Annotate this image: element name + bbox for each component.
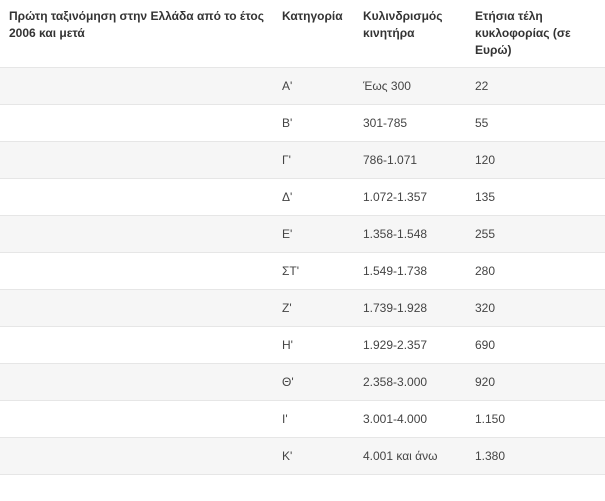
header-category: Κατηγορία — [282, 9, 343, 23]
table-row — [0, 326, 605, 363]
cell-first-registration — [0, 178, 273, 215]
cell-first-registration — [0, 104, 273, 141]
cell-engine-displacement: 786-1.071 — [354, 141, 466, 178]
cell-engine-displacement: 1.358-1.548 — [354, 215, 466, 252]
table-header — [0, 0, 605, 67]
cell-annual-fee: 120 — [466, 141, 605, 178]
cell-category: Δ' — [273, 178, 354, 215]
cell-annual-fee: 1.150 — [466, 400, 605, 437]
cell-category: Α' — [273, 67, 354, 104]
cell-first-registration — [0, 252, 273, 289]
table-row — [0, 178, 605, 215]
cell-engine-displacement: 1.929-2.357 — [354, 326, 466, 363]
cell-engine-displacement: 1.072-1.357 — [354, 178, 466, 215]
cell-category: Ε' — [273, 215, 354, 252]
cell-engine-displacement: Έως 300 — [354, 67, 466, 104]
cell-annual-fee: 22 — [466, 67, 605, 104]
cell-category: Ι' — [273, 400, 354, 437]
cell-annual-fee: 255 — [466, 215, 605, 252]
table-row — [0, 252, 605, 289]
cell-engine-displacement: 1.739-1.928 — [354, 289, 466, 326]
cell-engine-displacement: 301-785 — [354, 104, 466, 141]
cell-first-registration — [0, 141, 273, 178]
cell-first-registration — [0, 67, 273, 104]
table-row — [0, 289, 605, 326]
table-row — [0, 104, 605, 141]
table-row — [0, 363, 605, 400]
cell-first-registration — [0, 400, 273, 437]
cell-engine-displacement: 3.001-4.000 — [354, 400, 466, 437]
cell-first-registration — [0, 363, 273, 400]
table-row — [0, 67, 605, 104]
table-row — [0, 141, 605, 178]
header-first-registration: Πρώτη ταξινόμηση στην Ελλάδα από το έτος 2006 και μετά — [9, 9, 264, 40]
table-row — [0, 215, 605, 252]
cell-annual-fee: 690 — [466, 326, 605, 363]
cell-category: Γ' — [273, 141, 354, 178]
cell-category: ΣΤ' — [273, 252, 354, 289]
cell-category: Η' — [273, 326, 354, 363]
cell-category: Ζ' — [273, 289, 354, 326]
header-row — [0, 0, 605, 67]
cell-first-registration — [0, 437, 273, 474]
cell-annual-fee: 920 — [466, 363, 605, 400]
cell-annual-fee: 320 — [466, 289, 605, 326]
table-row — [0, 437, 605, 474]
header-annual-fee: Ετήσια τέλη κυκλοφορίας (σε Ευρώ) — [475, 9, 571, 57]
cell-first-registration — [0, 326, 273, 363]
cell-annual-fee: 1.380 — [466, 437, 605, 474]
cell-category: Κ' — [273, 437, 354, 474]
header-engine-displacement: Κυλινδρισμός κινητήρα — [363, 9, 443, 40]
cell-annual-fee: 280 — [466, 252, 605, 289]
cell-category: Θ' — [273, 363, 354, 400]
cell-engine-displacement: 1.549-1.738 — [354, 252, 466, 289]
table-row — [0, 400, 605, 437]
cell-first-registration — [0, 289, 273, 326]
cell-annual-fee: 135 — [466, 178, 605, 215]
cell-engine-displacement: 4.001 και άνω — [354, 437, 466, 474]
cell-annual-fee: 55 — [466, 104, 605, 141]
cell-category: Β' — [273, 104, 354, 141]
cell-engine-displacement: 2.358-3.000 — [354, 363, 466, 400]
table-body — [0, 67, 605, 474]
cell-first-registration — [0, 215, 273, 252]
